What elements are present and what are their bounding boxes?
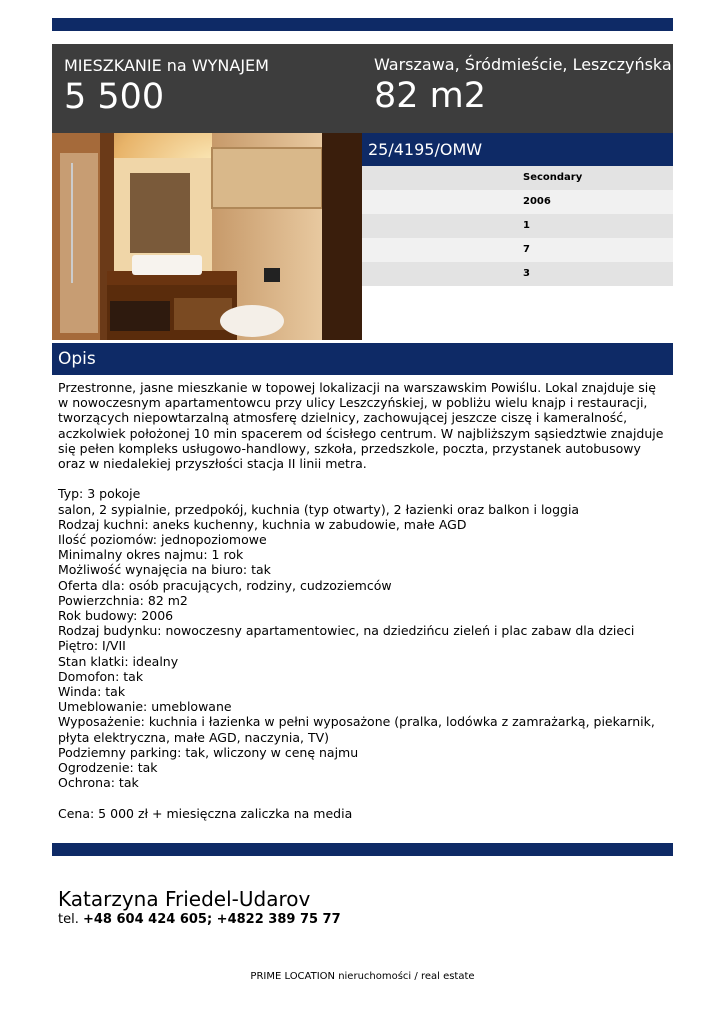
attribute-row: 7 — [362, 238, 673, 262]
apartment-photo — [52, 133, 362, 340]
description-line: Umeblowanie: umeblowane — [58, 699, 232, 715]
description-line: Rodzaj budynku: nowoczesny apartamentowiec, na dziedzińcu zieleń i plac zabaw dla dzieci — [58, 623, 635, 639]
description-line: Winda: tak — [58, 684, 126, 700]
top-accent-bar — [52, 18, 673, 31]
phone-numbers: +48 604 424 605; +4822 389 75 77 — [82, 912, 341, 927]
description-line: Ilość poziomów: jednopoziomowe — [58, 532, 267, 548]
footer: PRIME LOCATION nieruchomości / real estate — [250, 971, 475, 982]
header-right — [374, 55, 672, 116]
listing-area: 82 m2 — [374, 76, 487, 116]
description-line: Wyposażenie: kuchnia i łazienka w pełni wyposażone (pralka, lodówka z zamrażarką, piekarnik, płyta elektryczna, małe AGD, naczynia, TV) — [58, 714, 655, 745]
listing-type: MIESZKANIE na WYNAJEM — [64, 56, 269, 75]
agent-contact — [58, 887, 341, 928]
description-line: Ogrodzenie: tak — [58, 760, 158, 776]
description-line: salon, 2 sypialnie, przedpokój, kuchnia (typ otwarty), 2 łazienki oraz balkon i loggia — [58, 501, 580, 517]
agent-phone — [58, 911, 341, 928]
listing-header — [52, 44, 673, 133]
description-line: Oferta dla: osób pracujących, rodziny, cudzoziemców — [58, 577, 392, 593]
description-line: Ochrona: tak — [58, 775, 139, 791]
section-title-opis: Opis — [52, 343, 673, 375]
divider-bar — [52, 843, 673, 856]
listing-location: Warszawa, Śródmieście, Leszczyńska — [374, 55, 672, 74]
description-line: Minimalny okres najmu: 1 rok — [58, 547, 244, 563]
attribute-row: 2006 — [362, 190, 673, 214]
attributes-table — [362, 166, 673, 286]
description-line: Stan klatki: idealny — [58, 653, 179, 669]
attribute-row: 3 — [362, 262, 673, 286]
description-line: Podziemny parking: tak, wliczony w cenę najmu — [58, 744, 359, 760]
price-note: Cena: 5 000 zł + miesięczna zaliczka na media — [58, 805, 353, 821]
attribute-row: 1 — [362, 214, 673, 238]
phone-label: tel. — [58, 912, 79, 927]
attribute-row: Secondary — [362, 166, 673, 190]
description-line: Możliwość wynajęcia na biuro: tak — [58, 562, 271, 578]
header-left — [64, 56, 269, 117]
description-line: Domofon: tak — [58, 668, 144, 684]
description — [58, 380, 668, 821]
description-line: Rok budowy: 2006 — [58, 608, 174, 624]
description-line: Rodzaj kuchni: aneks kuchenny, kuchnia w zabudowie, małe AGD — [58, 516, 467, 532]
listing-price: 5 500 — [64, 77, 165, 117]
agent-name: Katarzyna Friedel-Udarov — [58, 887, 311, 911]
description-line: Powierzchnia: 82 m2 — [58, 592, 188, 608]
listing-reference: 25/4195/OMW — [362, 133, 673, 166]
description-line: Piętro: I/VII — [58, 638, 126, 654]
description-intro: Przestronne, jasne mieszkanie w topowej lokalizacji na warszawskim Powiślu. Lokal znajduje się w nowoczesnym apartamentowcu przy ulicy Leszczyńskiej, w pobliżu wielu knajp i restauracji, tworzących niepowtarzalną atmosferę dzielnicy, zachowującej jeszcze ciszę i kameralność, aczkolwiek położonej 10 min spacerem od ścisłego centrum. W najbliższym sąsiedztwie znajduje się pełen kompleks usługowo-handlowy, szkoła, przedszkole, poczta, przystanek autobusowy oraz w niedalekiej przyszłości stacja II linii metra. — [58, 380, 664, 472]
description-line: Typ: 3 pokoje — [58, 486, 141, 502]
